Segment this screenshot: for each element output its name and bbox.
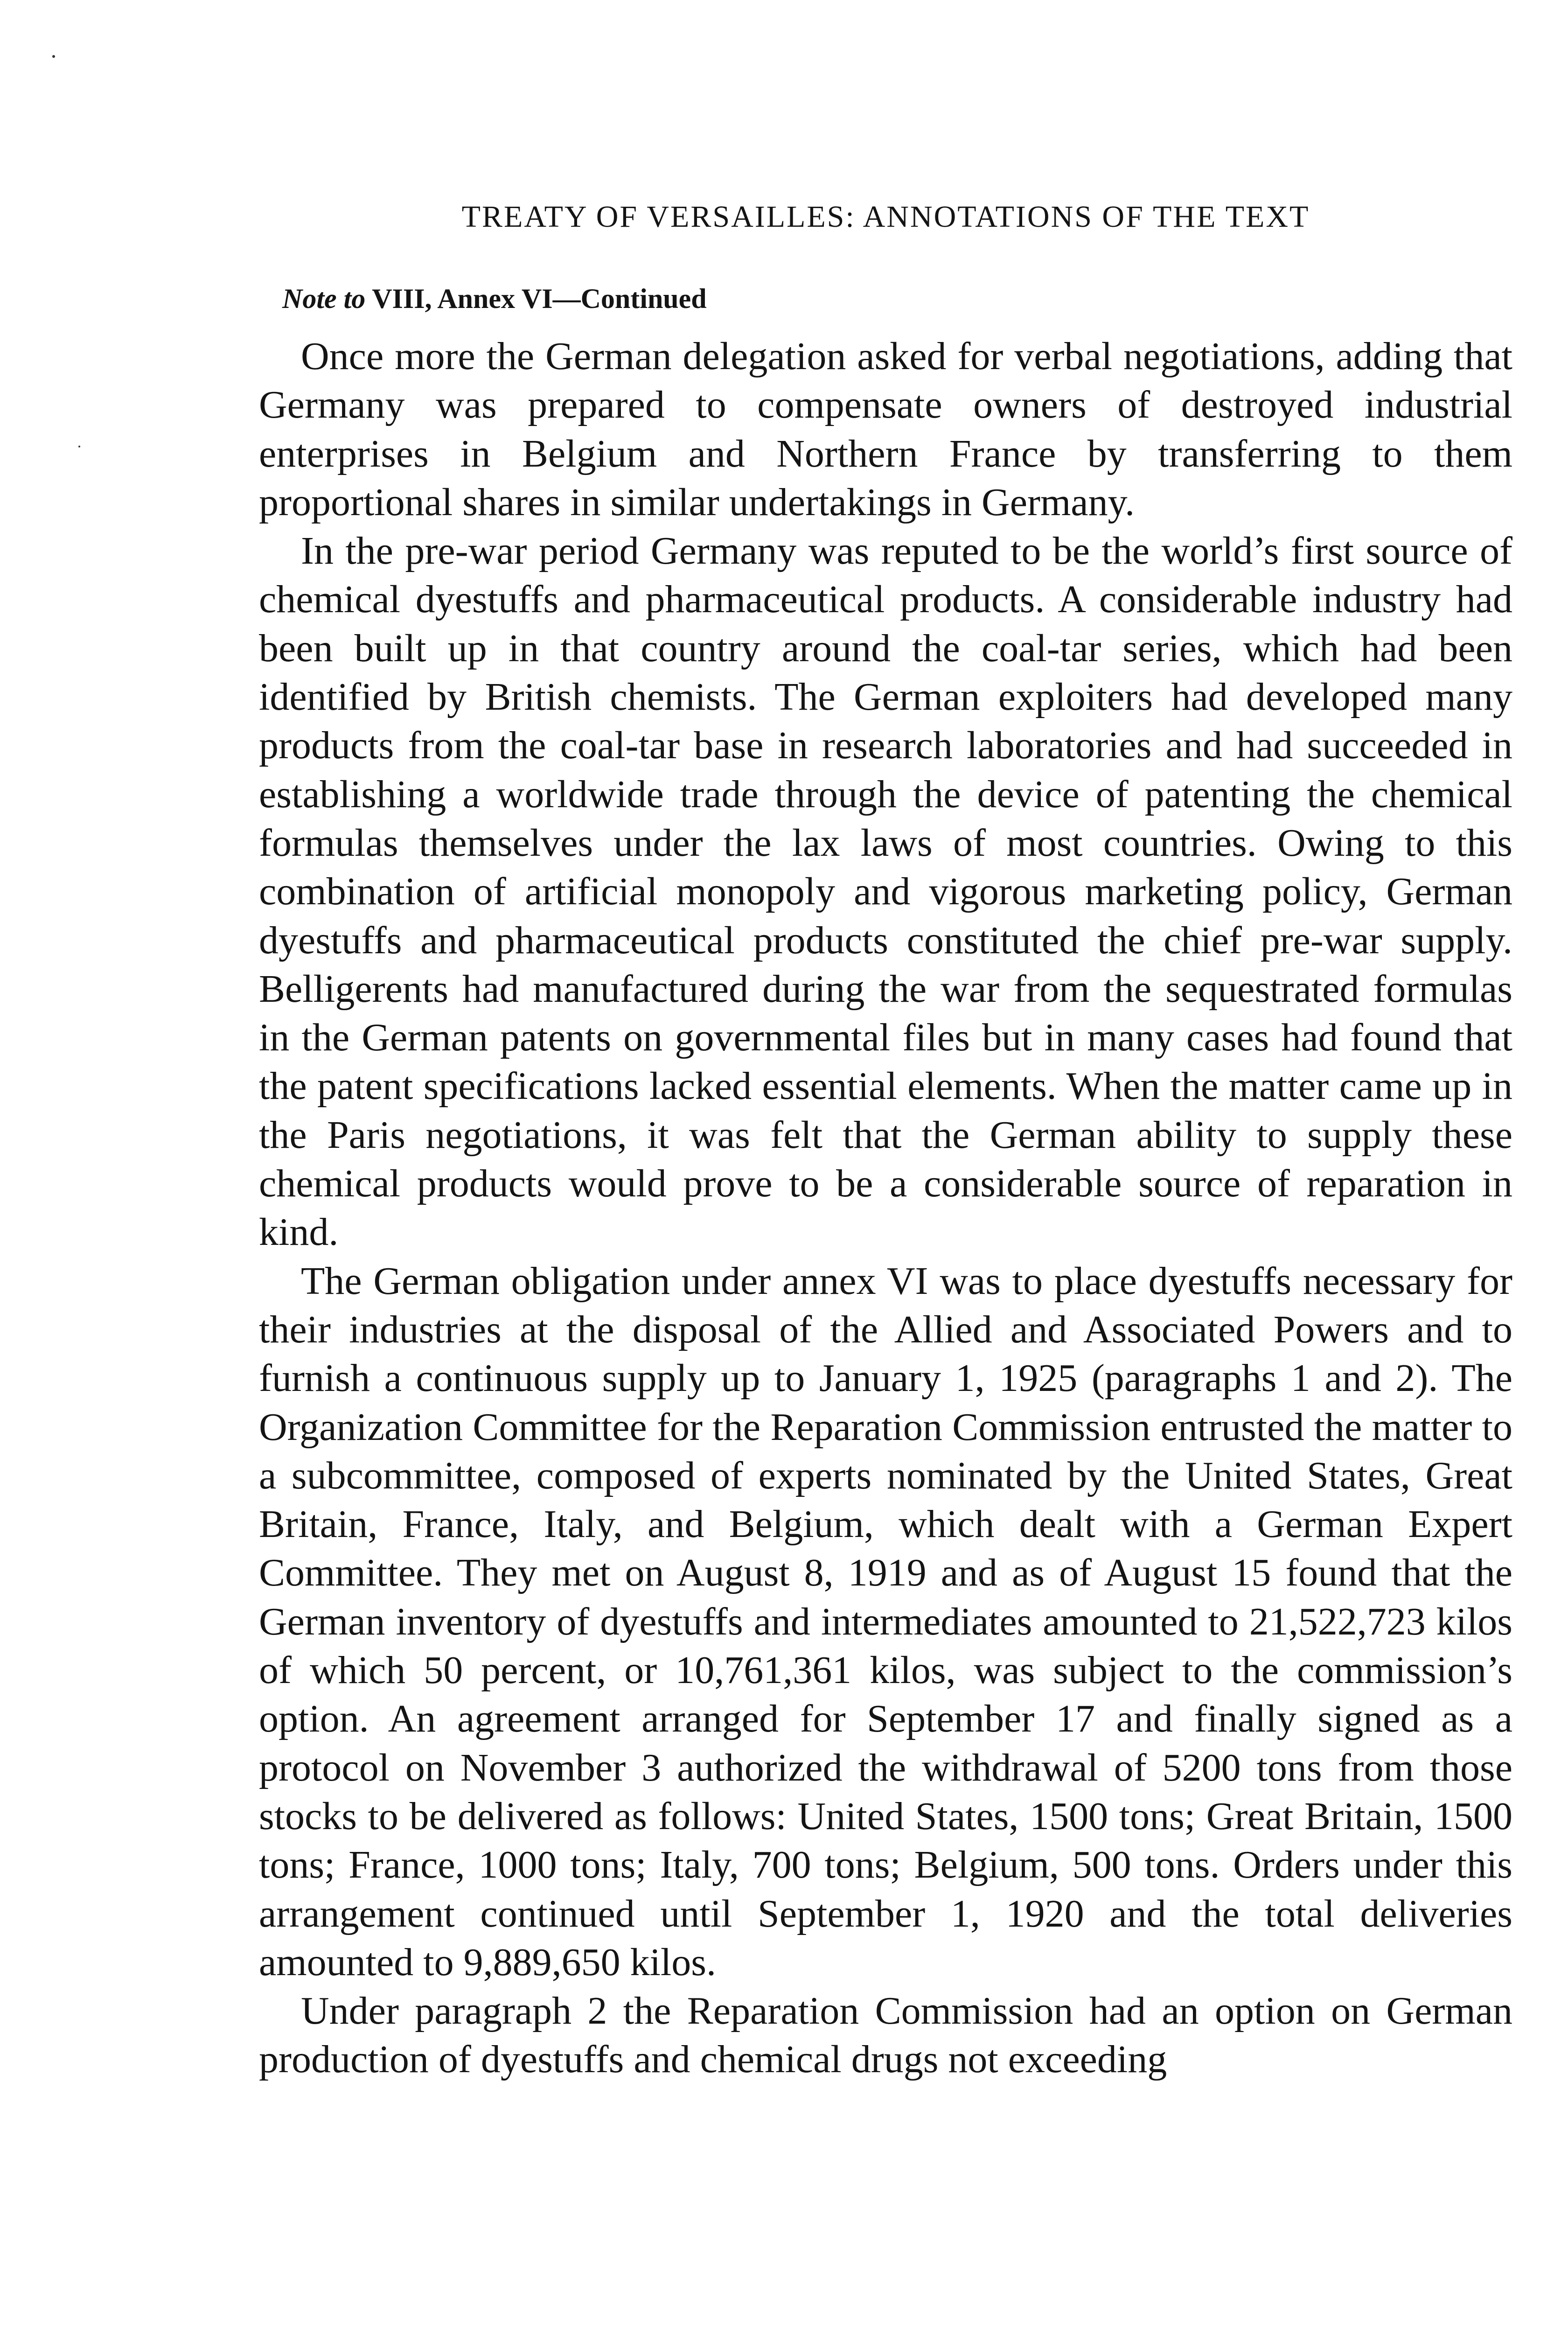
running-head: TREATY OF VERSAILLES: ANNOTATIONS OF THE TEXT bbox=[461, 200, 1310, 234]
paragraph: Once more the German delegation asked for verbal negotiations, adding that Germany was prepared to compensate owners of destroyed industrial enterprises in Belgium and Northern France by transferring to them proportional shares in similar undertakings in Germany. bbox=[259, 335, 1512, 524]
note-reference-italic: Note to bbox=[282, 283, 366, 314]
document-page bbox=[259, 0, 1512, 2333]
scan-speck-margin bbox=[78, 446, 80, 447]
paragraph: In the pre-war period Germany was reputed to be the world’s first source of chemical dyestuffs and pharmaceutical products. A considerable industry had been built up in that country around the coal-tar series, which had been identified by British chemists. The German exploiters had developed many products from the coal-tar base in research laboratories and had succeeded in establishing a worldwide trade through the device of patenting the chemical formulas themselves under the lax laws of most countries. Owing to this combination of artificial monopoly and vigorous marketing policy, German dyestuffs and pharmaceutical products constituted the chief pre-war supply. Belligerents had manufactured during the war from the sequestrated formulas in the German patents on governmental files but in many cases had found that the patent specifications lacked essential elements. When the matter came up in the Paris negotiations, it was felt that the German ability to supply these chemical products would prove to be a considerable source of reparation in kind. bbox=[259, 529, 1512, 1254]
note-reference-bold: VIII, Annex VI—Continued bbox=[365, 283, 707, 314]
scan-speck-top bbox=[52, 55, 55, 58]
paragraph: Under paragraph 2 the Reparation Commission had an option on German production of dyestuffs and chemical drugs not exceeding bbox=[259, 1989, 1512, 2082]
body-text bbox=[259, 332, 1512, 2084]
note-reference bbox=[282, 280, 707, 317]
paragraph: The German obligation under annex VI was to place dyestuffs necessary for their industries at the disposal of the Allied and Associated Powers and to furnish a continuous supply up to January 1, 1925 (paragraphs 1 and 2). The Organization Committee for the Reparation Commission entrusted the matter to a subcommittee, composed of experts nominated by the United States, Great Britain, France, Italy, and Belgium, which dealt with a German Expert Committee. They met on August 8, 1919 and as of August 15 found that the German inventory of dyestuffs and intermediates amounted to 21,522,723 kilos of which 50 percent, or 10,761,361 kilos, was subject to the commission’s option. An agreement arranged for September 17 and finally signed as a protocol on November 3 authorized the withdrawal of 5200 tons from those stocks to be delivered as follows: United States, 1500 tons; Great Britain, 1500 tons; France, 1000 tons; Italy, 700 tons; Belgium, 500 tons. Orders under this arrangement continued until September 1, 1920 and the total deliveries amounted to 9,889,650 kilos. bbox=[259, 1259, 1512, 1984]
